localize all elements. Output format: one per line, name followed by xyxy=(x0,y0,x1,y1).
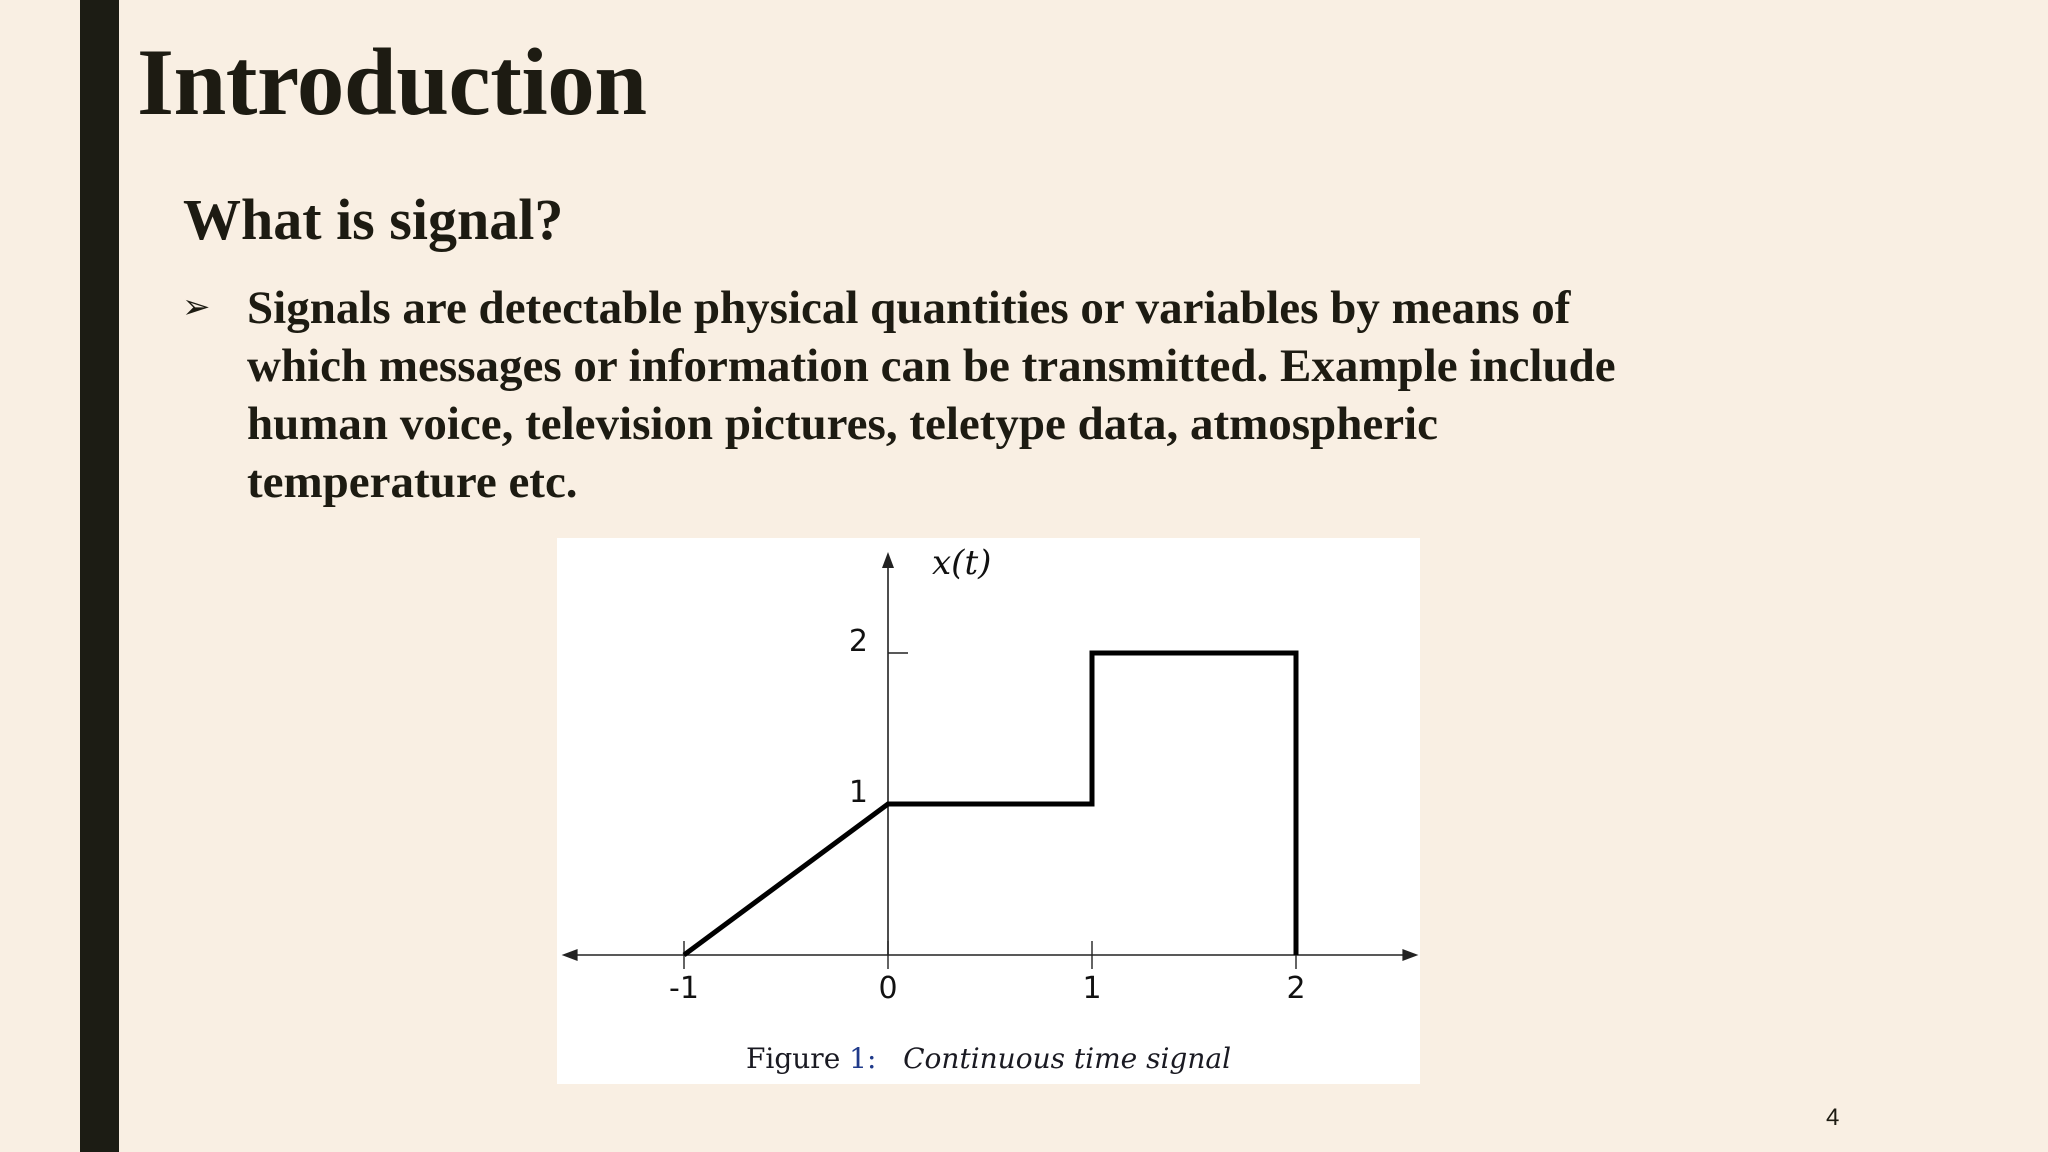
page-number: 4 xyxy=(1826,1104,1840,1131)
bullet-arrow-icon: ➢ xyxy=(182,287,211,327)
signal-chart xyxy=(557,538,1420,1038)
side-accent-bar xyxy=(80,0,119,1152)
figure-caption xyxy=(557,1042,1420,1075)
caption-label: Figure xyxy=(745,1042,841,1075)
caption-number: 1: xyxy=(849,1042,877,1075)
caption-text: Continuous time signal xyxy=(903,1042,1232,1075)
bullet-line: which messages or information can be transmitted. Example include xyxy=(247,340,1616,392)
slide-title: Introduction xyxy=(137,29,647,135)
bullet-line: Signals are detectable physical quantities or variables by means of xyxy=(247,282,1571,334)
x-tick-label: -1 xyxy=(669,971,699,1006)
y-axis-label: x(t) xyxy=(932,543,992,583)
bullet-line: human voice, television pictures, teletype data, atmospheric xyxy=(247,398,1438,450)
signal-figure xyxy=(557,538,1420,1084)
x-axis-arrow-left xyxy=(562,949,578,961)
y-tick-label: 1 xyxy=(848,775,868,810)
x-tick-label: 0 xyxy=(878,971,898,1006)
x-tick-label: 1 xyxy=(1082,971,1102,1006)
bullet-text xyxy=(247,279,1807,511)
x-tick-label: 2 xyxy=(1286,971,1306,1006)
subheading: What is signal? xyxy=(183,187,564,252)
x-axis-arrow-right xyxy=(1402,949,1418,961)
y-tick-label: 2 xyxy=(848,624,868,659)
y-axis-arrow-up xyxy=(882,552,894,568)
signal-line xyxy=(684,653,1296,955)
bullet-line: temperature etc. xyxy=(247,456,578,508)
